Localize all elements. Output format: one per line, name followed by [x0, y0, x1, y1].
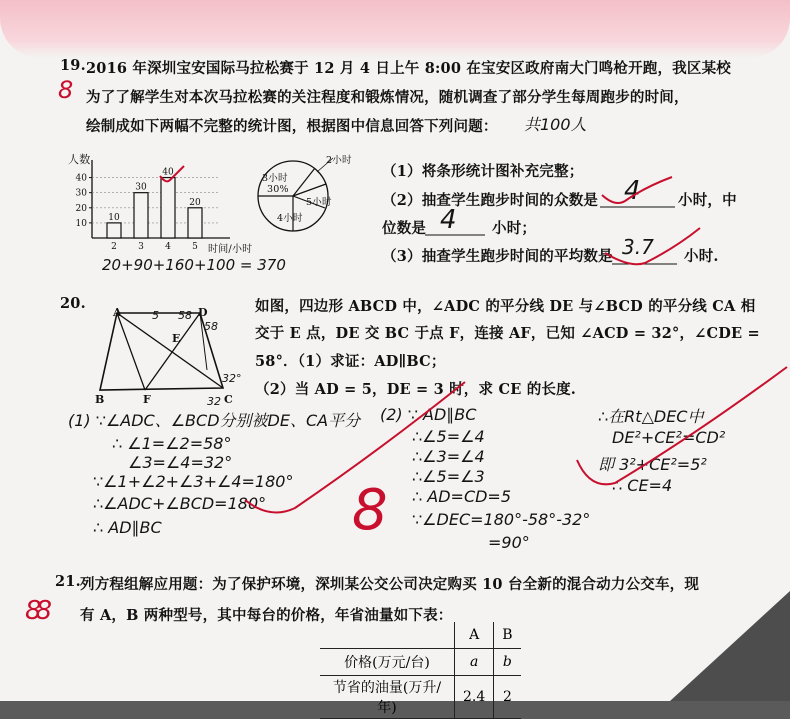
q19-sub2d: 小时；: [492, 220, 537, 237]
q21-line2: 有 A，B 两种型号，其中每台的价格，年省油量如下表：: [80, 607, 453, 624]
pie-label-5h: 5小时: [306, 197, 332, 208]
hw-part3-line4: ∴ CE=4: [612, 476, 673, 495]
table-cell: 节省的油量(万升/年): [320, 676, 455, 719]
bar-3: [134, 193, 148, 238]
bar-data-label: 40: [162, 167, 174, 178]
table-header-cell: B: [494, 622, 521, 649]
table-cell: a: [455, 649, 494, 676]
x-tick-label: 3: [138, 242, 144, 252]
hw-part2-line3: ∴∠3=∠4: [412, 447, 485, 466]
q21-number: 21.: [55, 573, 81, 590]
page-corner-shadow: [670, 591, 790, 701]
q19-answer-median: 4: [440, 205, 457, 235]
hw-proof-line2: ∴ ∠1=∠2=58°: [112, 434, 232, 453]
q19-line2: 为了了解学生对本次马拉松赛的关注程度和锻炼情况，随机调查了部分学生每周跑步的时间，: [86, 89, 689, 106]
x-tick-label: 5: [192, 242, 198, 252]
q19-line1: 2016 年深圳宝安国际马拉松赛于 12 月 4 日上午 8:00 在宝安区政府南大门鸣枪开跑，我区某校: [86, 60, 731, 77]
fig-hw-5: 5: [152, 309, 159, 322]
q20-number: 20.: [60, 295, 86, 312]
y-tick-label: 20: [75, 203, 87, 214]
hw-proof-line5: ∴∠ADC+∠BCD=180°: [93, 494, 267, 513]
x-tick-label: 2: [111, 242, 117, 252]
q20-line1: 如图，四边形 ABCD 中，∠ADC 的平分线 DE 与∠BCD 的平分线 CA 相: [255, 298, 756, 315]
q19-score: 8: [58, 76, 74, 104]
fig-label-B: B: [95, 393, 105, 406]
hw-part2-line7: =90°: [488, 533, 530, 552]
hw-part2-line2: ∴∠5=∠4: [412, 427, 485, 446]
q19-sub2a: （2）抽查学生跑步时间的众数是: [382, 192, 599, 209]
hw-part2-line6: ∵∠DEC=180°-58°-32°: [412, 510, 591, 529]
q21-table: [320, 622, 521, 719]
bar-ylabel: 人数: [68, 153, 91, 166]
pie-label-2h: 2小时: [326, 155, 352, 166]
hw-part2-line4: ∴∠5=∠3: [412, 467, 485, 486]
q20-score: 8: [352, 478, 388, 543]
q20-line2: 交于 E 点，DE 交 BC 于点 F，连接 AF，已知 ∠ACD = 32°，∠CDE =: [255, 325, 760, 342]
table-row: [320, 649, 521, 676]
red-check-mark: [600, 175, 680, 215]
bar-5: [188, 208, 202, 238]
table-header-cell: A: [455, 622, 494, 649]
bar-data-label: 30: [135, 182, 147, 193]
q19-handwritten-sum: 20+90+160+100 = 370: [102, 256, 286, 274]
fig-label-E: E: [172, 332, 181, 345]
q19-sub3b: 小时.: [684, 248, 719, 265]
pie-label-3h: 3小时: [262, 173, 288, 184]
hw-proof-line3: ∠3=∠4=32°: [128, 453, 233, 472]
hw-proof-line4: ∵∠1+∠2+∠3+∠4=180°: [93, 472, 294, 491]
bar-data-label: 10: [108, 212, 120, 223]
fig-label-A: A: [113, 306, 122, 319]
answer-line: [425, 233, 490, 237]
x-tick-label: 4: [165, 242, 171, 252]
bar-data-label: 20: [189, 197, 201, 208]
pie-label-30pct: 30%: [267, 184, 289, 195]
table-header-cell: [320, 622, 455, 649]
q19-sub2b: 小时，中: [678, 192, 737, 209]
fig-hw-32: 32: [207, 395, 221, 408]
pie-label-4h: 4小时: [277, 213, 303, 224]
q19-answer-mean: 3.7: [622, 235, 654, 259]
hw-part3-line1: ∴在Rt△DEC中: [598, 407, 704, 426]
q19-sub2c: 位数是: [382, 220, 427, 237]
hw-part2-line1: (2) ∵ AD∥BC: [380, 405, 477, 424]
fig-hw-58a: 58: [178, 309, 192, 322]
q20-geometry-figure: [95, 310, 245, 405]
q19-line3: 绘制成如下两幅不完整的统计图，根据图中信息回答下列问题：: [86, 118, 498, 135]
q21-line1: 列方程组解应用题：为了保护环境，深圳某公交公司决定购买 10 台全新的混合动力公交车，现: [80, 576, 700, 593]
fig-label-D: D: [198, 306, 208, 319]
table-row: [320, 676, 521, 719]
fig-label-F: F: [143, 393, 152, 406]
bar-xlabel: 时间/小时: [208, 244, 253, 255]
fig-hw-58b: 58: [204, 320, 218, 333]
table-row: [320, 622, 521, 649]
red-check-mark: [600, 228, 710, 273]
hw-part3-line2: DE²+CE²=CD²: [612, 428, 726, 447]
hw-part3-line3: 即 3²+CE²=5²: [598, 455, 707, 474]
table-cell: 2: [494, 676, 521, 719]
y-tick-label: 30: [75, 188, 87, 199]
q19-sub3a: （3）抽查学生跑步时间的平均数是: [382, 248, 613, 265]
pink-header-band: [0, 0, 790, 58]
fig-label-C: C: [224, 393, 233, 406]
table-cell: b: [494, 649, 521, 676]
q19-answer-mode: 4: [624, 176, 641, 206]
hw-proof-line1: (1) ∵∠ADC、∠BCD分别被DE、CA平分: [68, 411, 361, 430]
fig-hw-32deg: 32°: [222, 372, 242, 385]
red-check-mark: [158, 164, 188, 194]
bar-chart: [70, 160, 235, 250]
q19-number: 19.: [60, 57, 86, 74]
hw-proof-line6: ∴ AD∥BC: [93, 518, 162, 537]
q20-line4: （2）当 AD = 5，DE = 3 时，求 CE 的长度.: [255, 381, 577, 398]
y-tick-label: 10: [75, 218, 87, 229]
table-cell: 2.4: [455, 676, 494, 719]
table-cell: 价格(万元/台): [320, 649, 455, 676]
q20-line3: 58°．（1）求证：AD∥BC；: [255, 353, 446, 370]
y-tick-label: 40: [75, 173, 87, 184]
q19-sub1: （1）将条形统计图补充完整；: [382, 163, 584, 180]
hw-part2-line5: ∴ AD=CD=5: [412, 487, 512, 506]
q21-score: 88: [25, 596, 47, 626]
red-check-mark: [575, 365, 790, 495]
q19-handwritten-total: 共100人: [524, 115, 587, 134]
bar-2: [107, 223, 121, 238]
